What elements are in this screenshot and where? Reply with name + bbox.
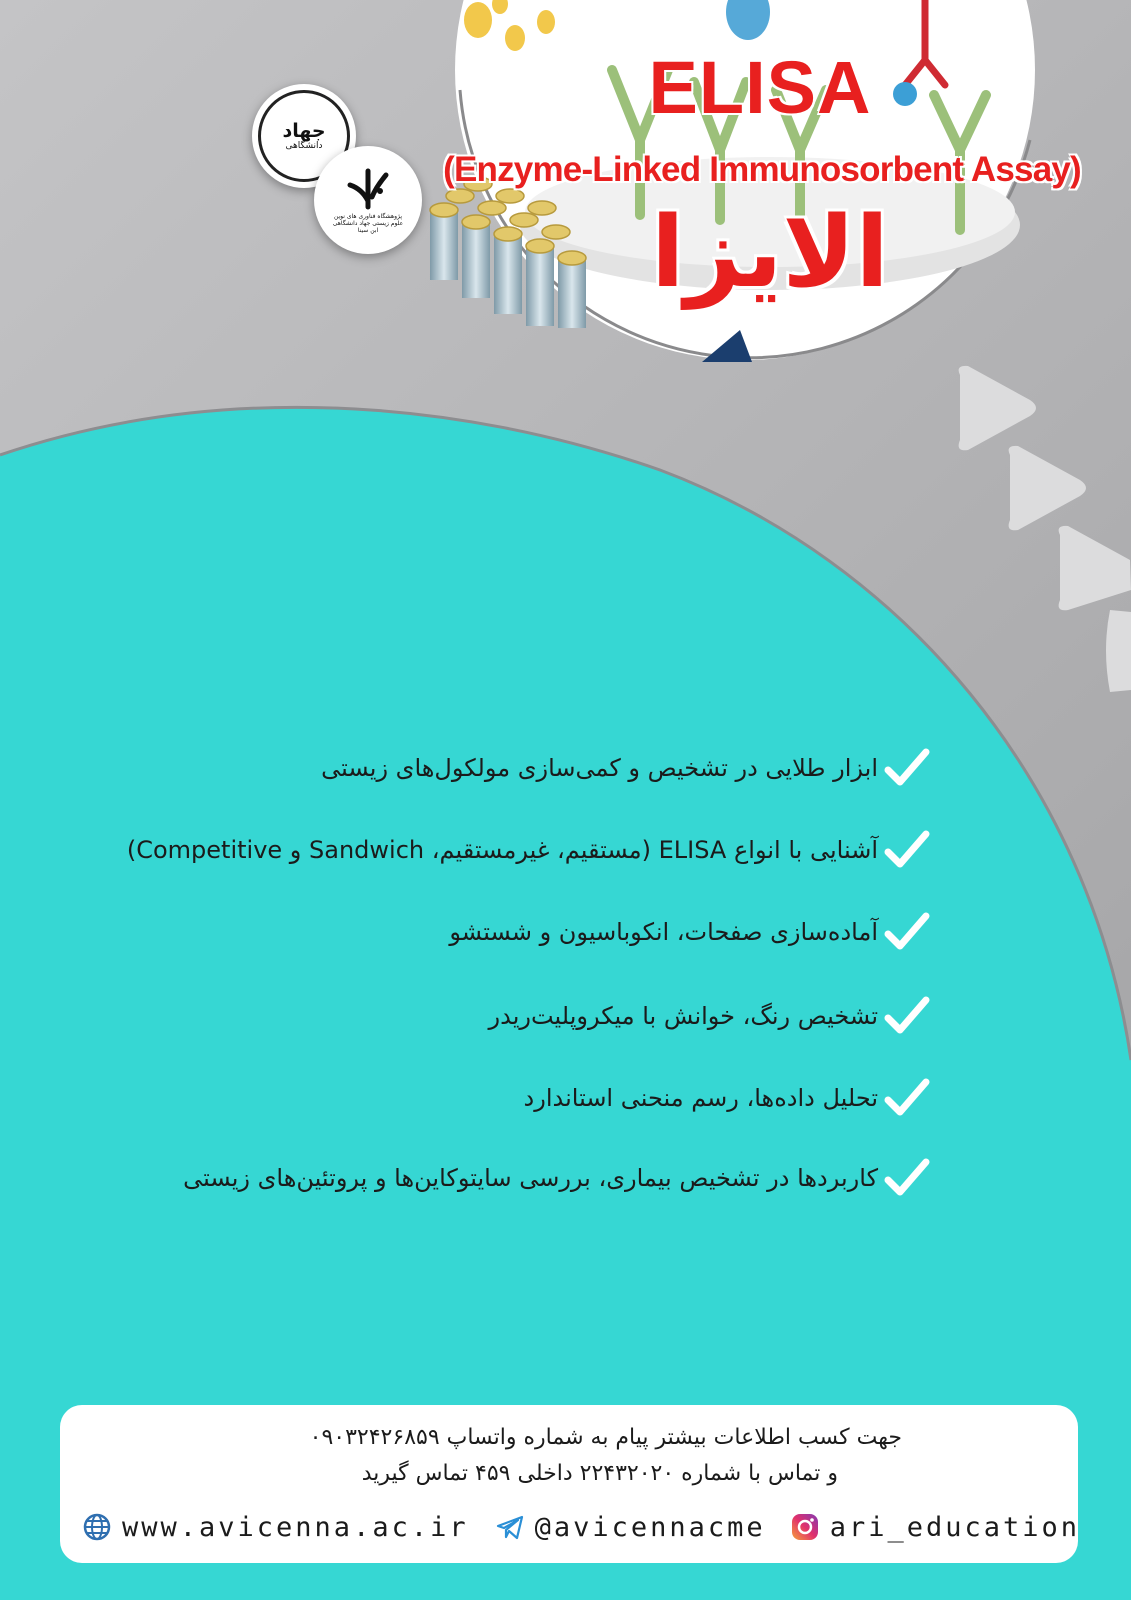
list-item <box>524 1078 930 1118</box>
avicenna-mark-icon <box>342 167 394 213</box>
jahad-logo-title: جهاد <box>282 119 326 142</box>
telegram-icon <box>495 1512 525 1542</box>
check-icon <box>884 1078 930 1118</box>
check-icon <box>884 748 930 788</box>
list-item <box>489 996 930 1036</box>
list-item-text: آشنایی با انواع ELISA (مستقیم، غیرمستقیم، Sandwich و Competitive) <box>126 836 878 864</box>
jahad-logo-subtitle: دانشگاهی <box>285 140 323 151</box>
website-text: www.avicenna.ac.ir <box>122 1511 469 1543</box>
list-item-text: ابزار طلایی در تشخیص و کمی‌سازی مولکول‌های زیستی <box>321 754 878 782</box>
instagram-link[interactable] <box>790 1512 1080 1543</box>
website-link[interactable] <box>82 1512 469 1543</box>
avicenna-logo <box>314 146 422 254</box>
list-item <box>127 830 930 870</box>
contact-links <box>82 1505 1081 1549</box>
instagram-icon <box>790 1512 820 1542</box>
instagram-text: ari_education <box>829 1511 1081 1543</box>
list-item <box>183 1158 930 1198</box>
contact-line-whatsapp: جهت کسب اطلاعات بیشتر پیام به شماره واتساپ ۰۹۰۳۲۴۲۶۸۵۹ <box>309 1425 902 1450</box>
list-item <box>321 748 930 788</box>
globe-icon <box>82 1512 112 1542</box>
telegram-text: @avicennacme <box>534 1511 766 1543</box>
avicenna-logo-caption: پژوهشگاه فناوری های نوین علوم زیستی جهاد دانشگاهی ابن سینا <box>332 212 404 234</box>
check-icon <box>884 830 930 870</box>
title-english: ELISA <box>648 46 872 129</box>
title-persian: الایزا <box>651 196 889 310</box>
title-subtitle: (Enzyme-Linked Immunosorbent Assay) <box>443 150 1081 189</box>
contact-card <box>60 1405 1081 1563</box>
check-icon <box>884 996 930 1036</box>
list-item-text: تحلیل داده‌ها، رسم منحنی استاندارد <box>523 1084 878 1112</box>
list-item-text: کاربردها در تشخیص بیماری، بررسی سایتوکاین‌ها و پروتئین‌های زیستی <box>183 1164 878 1192</box>
contact-line-phone: و تماس با شماره ۲۲۴۳۲۰۲۰ داخلی ۴۵۹ تماس گیرید <box>361 1461 838 1486</box>
check-icon <box>884 912 930 952</box>
check-icon <box>884 1158 930 1198</box>
list-item-text: تشخیص رنگ، خوانش با میکروپلیت‌ریدر <box>488 1002 878 1030</box>
list-item-text: آماده‌سازی صفحات، انکوباسیون و شستشو <box>449 918 878 946</box>
telegram-link[interactable] <box>495 1512 766 1543</box>
list-item <box>449 912 930 952</box>
